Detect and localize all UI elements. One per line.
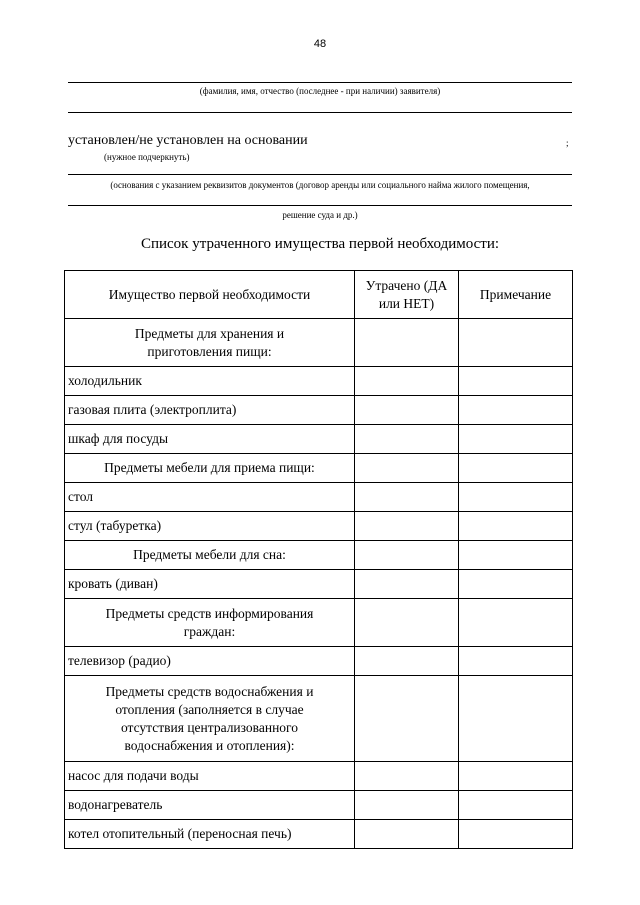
lost-cell[interactable] (355, 570, 459, 599)
table-header-row (65, 271, 573, 319)
category-row (65, 599, 573, 647)
item-label: кровать (диван) (65, 570, 355, 599)
note-cell[interactable] (459, 319, 573, 367)
applicant-name-line[interactable] (68, 82, 572, 83)
lost-cell[interactable] (355, 791, 459, 820)
lost-cell[interactable] (355, 599, 459, 647)
note-cell[interactable] (459, 396, 573, 425)
lost-cell[interactable] (355, 541, 459, 570)
item-row (65, 512, 573, 541)
note-cell[interactable] (459, 599, 573, 647)
item-row (65, 791, 573, 820)
item-row (65, 820, 573, 849)
blank-line[interactable] (68, 112, 572, 113)
basis-caption-line2: решение суда и др.) (282, 210, 358, 220)
category-label: Предметы средств водоснабжения и отопления (заполняется в случае отсутствия централизованного водоснабжения и отопления): (65, 676, 355, 762)
item-label: холодильник (65, 367, 355, 396)
item-row (65, 367, 573, 396)
note-cell[interactable] (459, 512, 573, 541)
lost-cell[interactable] (355, 319, 459, 367)
note-cell[interactable] (459, 483, 573, 512)
header-note: Примечание (459, 271, 573, 319)
note-cell[interactable] (459, 541, 573, 570)
underline-hint: (нужное подчеркнуть) (104, 152, 190, 162)
note-cell[interactable] (459, 676, 573, 762)
note-cell[interactable] (459, 791, 573, 820)
category-label: Предметы мебели для сна: (65, 541, 355, 570)
header-property: Имущество первой необходимости (65, 271, 355, 319)
lost-cell[interactable] (355, 425, 459, 454)
category-row (65, 676, 573, 762)
note-cell[interactable] (459, 425, 573, 454)
category-label: Предметы средств информирования граждан: (65, 599, 355, 647)
item-label: стол (65, 483, 355, 512)
item-row (65, 483, 573, 512)
lost-cell[interactable] (355, 676, 459, 762)
note-cell[interactable] (459, 647, 573, 676)
lost-cell[interactable] (355, 483, 459, 512)
note-cell[interactable] (459, 820, 573, 849)
header-lost: Утрачено (ДА или НЕТ) (355, 271, 459, 319)
item-label: стул (табуретка) (65, 512, 355, 541)
category-label: Предметы мебели для приема пищи: (65, 454, 355, 483)
lost-property-table (64, 270, 573, 849)
applicant-name-caption: (фамилия, имя, отчество (последнее - при наличии) заявителя) (199, 86, 441, 96)
category-label: Предметы для хранения и приготовления пищи: (65, 319, 355, 367)
item-row (65, 570, 573, 599)
lost-cell[interactable] (355, 820, 459, 849)
note-cell[interactable] (459, 454, 573, 483)
item-label: водонагреватель (65, 791, 355, 820)
lost-cell[interactable] (355, 512, 459, 541)
established-text: установлен/не установлен на основании (68, 133, 308, 148)
lost-cell[interactable] (355, 647, 459, 676)
basis-line-2[interactable] (68, 205, 572, 206)
category-row (65, 541, 573, 570)
note-cell[interactable] (459, 762, 573, 791)
lost-cell[interactable] (355, 367, 459, 396)
trailing-semicolon: ; (566, 138, 569, 148)
lost-cell[interactable] (355, 396, 459, 425)
item-row (65, 762, 573, 791)
item-row (65, 647, 573, 676)
page-number: 48 (313, 38, 327, 50)
item-label: насос для подачи воды (65, 762, 355, 791)
note-cell[interactable] (459, 570, 573, 599)
basis-caption-line1: (основания с указанием реквизитов документов (договор аренды или социального найма жилого помещения, (110, 180, 530, 190)
basis-line[interactable] (68, 174, 572, 175)
note-cell[interactable] (459, 367, 573, 396)
item-label: шкаф для посуды (65, 425, 355, 454)
category-row (65, 454, 573, 483)
list-title: Список утраченного имущества первой необходимости: (140, 236, 500, 252)
item-label: газовая плита (электроплита) (65, 396, 355, 425)
lost-cell[interactable] (355, 454, 459, 483)
item-label: телевизор (радио) (65, 647, 355, 676)
lost-cell[interactable] (355, 762, 459, 791)
item-label: котел отопительный (переносная печь) (65, 820, 355, 849)
item-row (65, 396, 573, 425)
category-row (65, 319, 573, 367)
item-row (65, 425, 573, 454)
